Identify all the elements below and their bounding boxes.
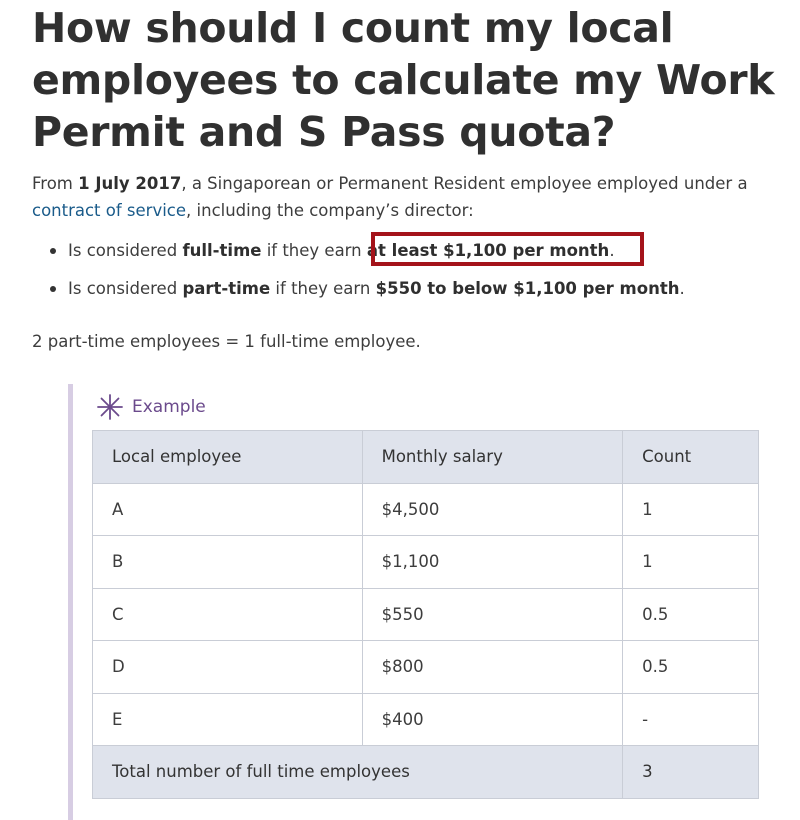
- bullet-term: full-time: [182, 241, 262, 260]
- example-accent-bar: [68, 384, 73, 820]
- cell-employee: A: [93, 483, 363, 536]
- page-title-line-2: employees to calculate my Work: [32, 56, 775, 104]
- cell-employee: D: [93, 641, 363, 694]
- table-row: [93, 693, 759, 746]
- bullet-amount: $550 to below $1,100 per month: [375, 279, 680, 298]
- total-count: 3: [623, 746, 759, 799]
- cell-count: 1: [623, 483, 759, 536]
- cell-count: 0.5: [623, 588, 759, 641]
- column-header-employee: Local employee: [93, 431, 363, 484]
- asterisk-icon: [96, 393, 124, 421]
- intro-line-1: [32, 170, 792, 197]
- table-row: [93, 536, 759, 589]
- contract-of-service-link[interactable]: contract of service: [32, 201, 187, 220]
- bullet-amount: at least $1,100 per month: [366, 241, 610, 260]
- bullet-text: .: [679, 279, 685, 298]
- intro-line-2: [32, 197, 792, 224]
- highlight-box: [371, 232, 644, 266]
- bullet-text: Is considered: [68, 279, 183, 298]
- column-header-salary: Monthly salary: [362, 431, 623, 484]
- table-row: [93, 483, 759, 536]
- example-header: [96, 393, 206, 421]
- cell-count: 0.5: [623, 641, 759, 694]
- example-table: [92, 430, 759, 799]
- page-title-line-1: How should I count my local: [32, 4, 674, 52]
- cell-employee: C: [93, 588, 363, 641]
- table-total-row: [93, 746, 759, 799]
- cell-employee: E: [93, 693, 363, 746]
- intro-paragraph: [32, 170, 792, 224]
- intro-text-2: , a Singaporean or Permanent Resident employee employed under a: [181, 174, 748, 193]
- bullet-text: if they earn: [270, 279, 376, 298]
- bullet-text: Is considered: [68, 241, 183, 260]
- intro-text-1: From: [32, 174, 79, 193]
- table-header-row: [93, 431, 759, 484]
- cell-salary: $400: [362, 693, 623, 746]
- cell-salary: $550: [362, 588, 623, 641]
- bullet-term: part-time: [182, 279, 271, 298]
- bullet-text: .: [609, 241, 615, 260]
- total-label: Total number of full time employees: [93, 746, 623, 799]
- cell-employee: B: [93, 536, 363, 589]
- example-label: Example: [132, 397, 206, 417]
- cell-salary: $4,500: [362, 483, 623, 536]
- intro-date: 1 July 2017: [78, 174, 182, 193]
- cell-salary: $800: [362, 641, 623, 694]
- list-item-part-time: [48, 274, 685, 312]
- note-text: 2 part-time employees = 1 full-time employee.: [32, 332, 421, 351]
- table-row: [93, 641, 759, 694]
- cell-count: -: [623, 693, 759, 746]
- cell-salary: $1,100: [362, 536, 623, 589]
- page-title: [32, 2, 792, 158]
- page-title-line-3: Permit and S Pass quota?: [32, 108, 616, 156]
- bullet-text: if they earn: [261, 241, 367, 260]
- table-row: [93, 588, 759, 641]
- column-header-count: Count: [623, 431, 759, 484]
- intro-text-3: , including the company’s director:: [186, 201, 474, 220]
- cell-count: 1: [623, 536, 759, 589]
